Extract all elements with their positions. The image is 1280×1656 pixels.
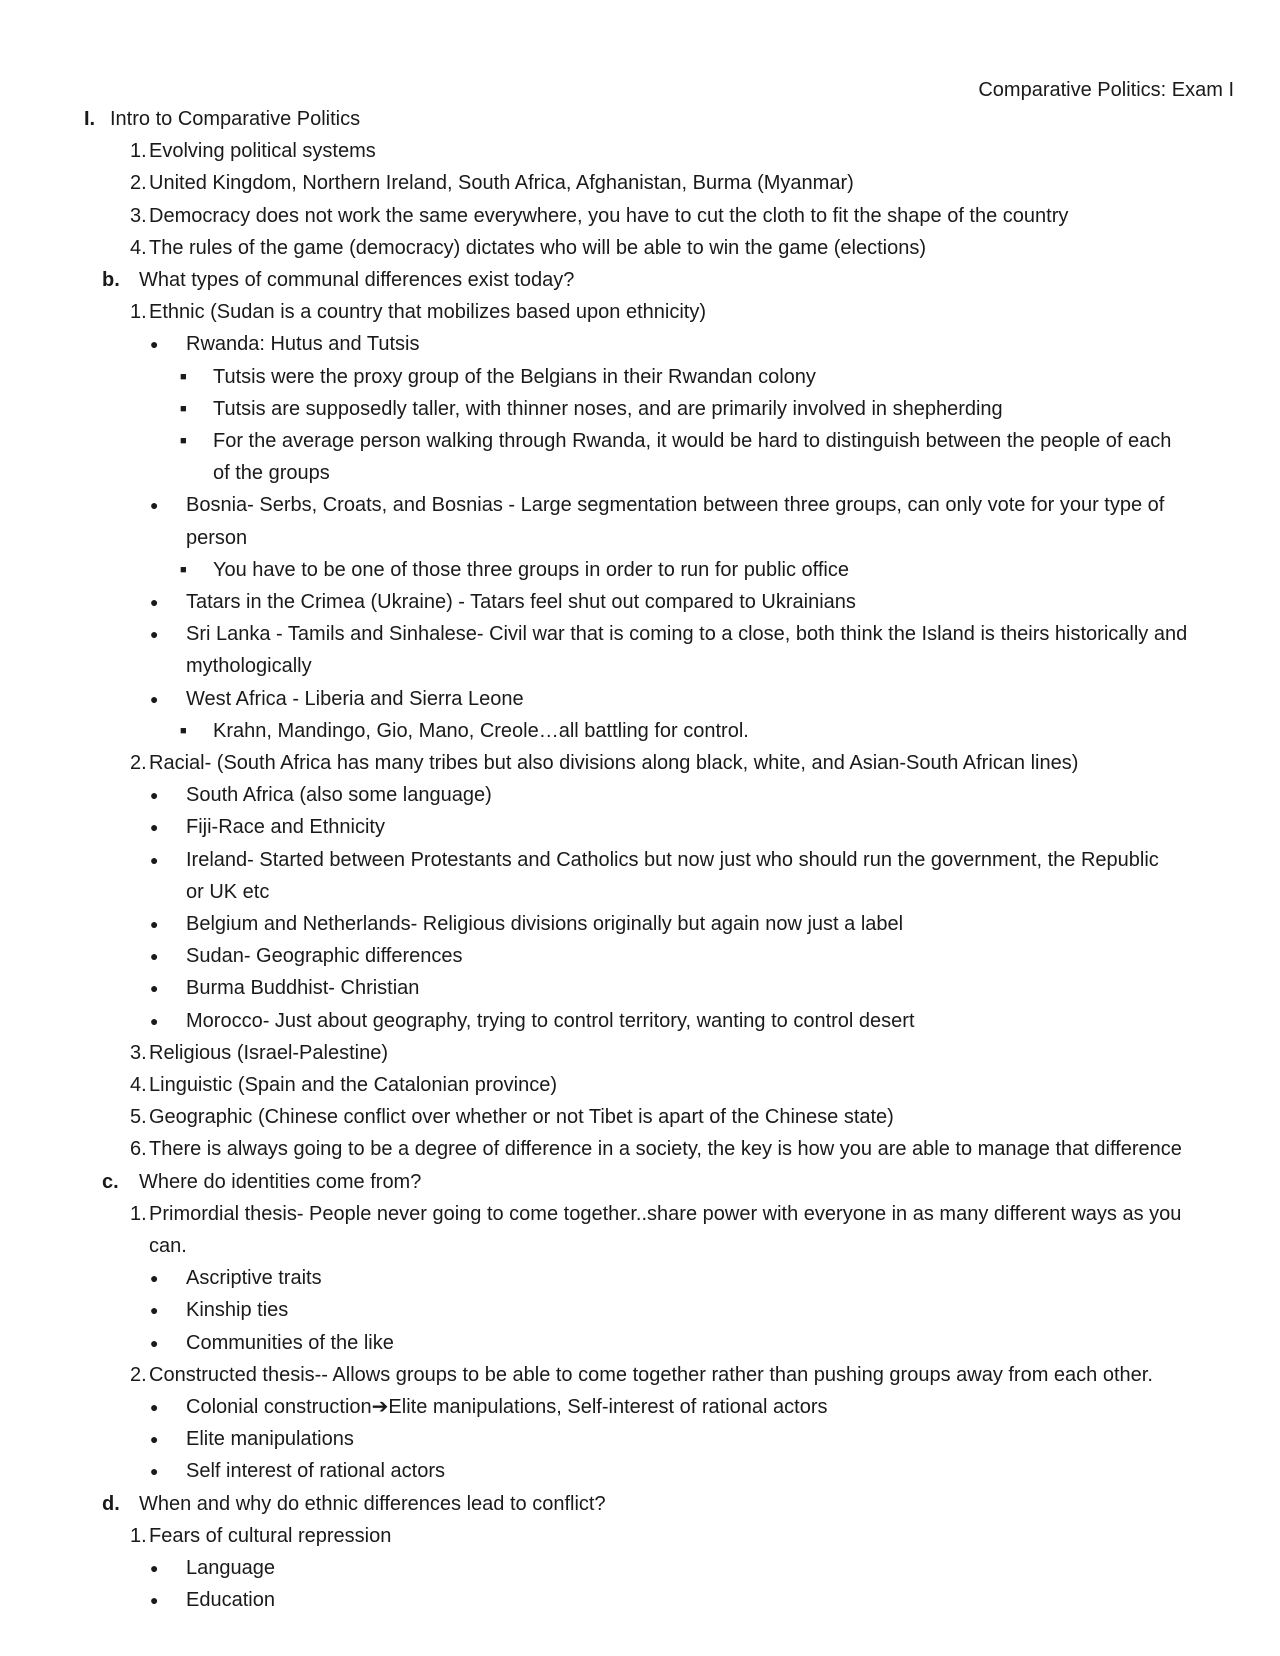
outline-line: Tatars in the Crimea (Ukraine) - Tatars feel shut out compared to Ukrainians — [186, 591, 856, 613]
outline-line: You have to be one of those three groups in order to run for public office — [213, 559, 849, 581]
outline-line: of the groups — [213, 462, 330, 484]
outline-line: What types of communal differences exist today? — [139, 269, 575, 291]
list-marker: 1. — [130, 301, 147, 323]
outline-line: Tutsis are supposedly taller, with thinner noses, and are primarily involved in shepherding — [213, 398, 1003, 420]
outline-line: When and why do ethnic differences lead to conflict? — [139, 1493, 606, 1515]
list-marker: b. — [102, 269, 120, 291]
outline-line: Ascriptive traits — [186, 1267, 322, 1289]
outline-line: Religious (Israel-Palestine) — [149, 1042, 388, 1064]
bullet-icon: ● — [150, 626, 159, 642]
list-marker: 2. — [130, 1364, 147, 1386]
list-marker: 6. — [130, 1138, 147, 1160]
list-marker: 1. — [130, 140, 147, 162]
outline-line: Evolving political systems — [149, 140, 376, 162]
outline-line: Primordial thesis- People never going to come together..share power with everyone in as many different ways as you — [149, 1203, 1182, 1225]
list-marker: d. — [102, 1493, 120, 1515]
outline-line: Fiji-Race and Ethnicity — [186, 816, 385, 838]
outline-line: South Africa (also some language) — [186, 784, 492, 806]
bullet-icon: ● — [150, 1270, 159, 1286]
square-bullet-icon: ■ — [180, 564, 187, 576]
outline-line: Racial- (South Africa has many tribes but also divisions along black, white, and Asian-South African lines) — [149, 752, 1079, 774]
outline-line: Where do identities come from? — [139, 1171, 422, 1193]
outline-line: mythologically — [186, 655, 312, 677]
outline-line: Language — [186, 1557, 275, 1579]
bullet-icon: ● — [150, 594, 159, 610]
bullet-icon: ● — [150, 1560, 159, 1576]
outline-line: Belgium and Netherlands- Religious divisions originally but again now just a label — [186, 913, 904, 935]
outline-line: For the average person walking through Rwanda, it would be hard to distinguish between the people of each — [213, 430, 1172, 452]
outline-line: Democracy does not work the same everywhere, you have to cut the cloth to fit the shape of the country — [149, 205, 1069, 227]
outline-line: Fears of cultural repression — [149, 1525, 392, 1547]
bullet-icon: ● — [150, 819, 159, 835]
outline-line: Colonial construction➔Elite manipulations, Self-interest of rational actors — [186, 1396, 828, 1418]
outline-line: Self interest of rational actors — [186, 1460, 446, 1482]
list-marker: 3. — [130, 205, 147, 227]
outline-line: Sudan- Geographic differences — [186, 945, 463, 967]
bullet-icon: ● — [150, 1431, 159, 1447]
bullet-icon: ● — [150, 980, 159, 996]
list-marker: 1. — [130, 1203, 147, 1225]
outline-line: Ireland- Started between Protestants and Catholics but now just who should run the government, the Republic — [186, 849, 1159, 871]
outline-line: Linguistic (Spain and the Catalonian province) — [149, 1074, 558, 1096]
outline-line: Morocco- Just about geography, trying to control territory, wanting to control desert — [186, 1010, 915, 1032]
outline-line: Tutsis were the proxy group of the Belgians in their Rwandan colony — [213, 366, 816, 388]
outline-line: Sri Lanka - Tamils and Sinhalese- Civil war that is coming to a close, both think the Island is theirs historically and — [186, 623, 1188, 645]
outline-line: Communities of the like — [186, 1332, 394, 1354]
outline-line: or UK etc — [186, 881, 270, 903]
outline-line: There is always going to be a degree of difference in a society, the key is how you are able to manage that difference — [149, 1138, 1182, 1160]
square-bullet-icon: ■ — [180, 725, 187, 737]
outline-line: Burma Buddhist- Christian — [186, 977, 420, 999]
outline-line: West Africa - Liberia and Sierra Leone — [186, 688, 524, 710]
list-marker: 1. — [130, 1525, 147, 1547]
list-marker: 4. — [130, 237, 147, 259]
bullet-icon: ● — [150, 1302, 159, 1318]
outline-line: Constructed thesis-- Allows groups to be able to come together rather than pushing groups away from each other. — [149, 1364, 1153, 1386]
outline-line: Krahn, Mandingo, Gio, Mano, Creole…all battling for control. — [213, 720, 749, 742]
outline-line: The rules of the game (democracy) dictates who will be able to win the game (elections) — [149, 237, 927, 259]
bullet-icon: ● — [150, 497, 159, 513]
square-bullet-icon: ■ — [180, 371, 187, 383]
list-marker: 3. — [130, 1042, 147, 1064]
bullet-icon: ● — [150, 336, 159, 352]
outline-line: Rwanda: Hutus and Tutsis — [186, 333, 420, 355]
bullet-icon: ● — [150, 1463, 159, 1479]
bullet-icon: ● — [150, 1592, 159, 1608]
bullet-icon: ● — [150, 1399, 159, 1415]
bullet-icon: ● — [150, 691, 159, 707]
outline-line: United Kingdom, Northern Ireland, South Africa, Afghanistan, Burma (Myanmar) — [149, 172, 854, 194]
bullet-icon: ● — [150, 916, 159, 932]
list-marker: c. — [102, 1171, 119, 1193]
outline-line: Ethnic (Sudan is a country that mobilizes based upon ethnicity) — [149, 301, 706, 323]
bullet-icon: ● — [150, 948, 159, 964]
outline-line: Intro to Comparative Politics — [110, 108, 361, 130]
document-header: Comparative Politics: Exam I — [978, 79, 1234, 101]
outline-line: Education — [186, 1589, 275, 1611]
list-marker: 4. — [130, 1074, 147, 1096]
square-bullet-icon: ■ — [180, 403, 187, 415]
list-marker: 5. — [130, 1106, 147, 1128]
list-marker: I. — [84, 108, 96, 130]
outline-line: Kinship ties — [186, 1299, 289, 1321]
outline-line: Bosnia- Serbs, Croats, and Bosnias - Large segmentation between three groups, can only vote for your type of — [186, 494, 1165, 516]
list-marker: 2. — [130, 172, 147, 194]
bullet-icon: ● — [150, 1335, 159, 1351]
bullet-icon: ● — [150, 1013, 159, 1029]
bullet-icon: ● — [150, 787, 159, 803]
outline-line: Elite manipulations — [186, 1428, 354, 1450]
outline-line: person — [186, 527, 248, 549]
list-marker: 2. — [130, 752, 147, 774]
square-bullet-icon: ■ — [180, 435, 187, 447]
bullet-icon: ● — [150, 852, 159, 868]
outline-line: Geographic (Chinese conflict over whether or not Tibet is apart of the Chinese state) — [149, 1106, 894, 1128]
outline-line: can. — [149, 1235, 187, 1257]
